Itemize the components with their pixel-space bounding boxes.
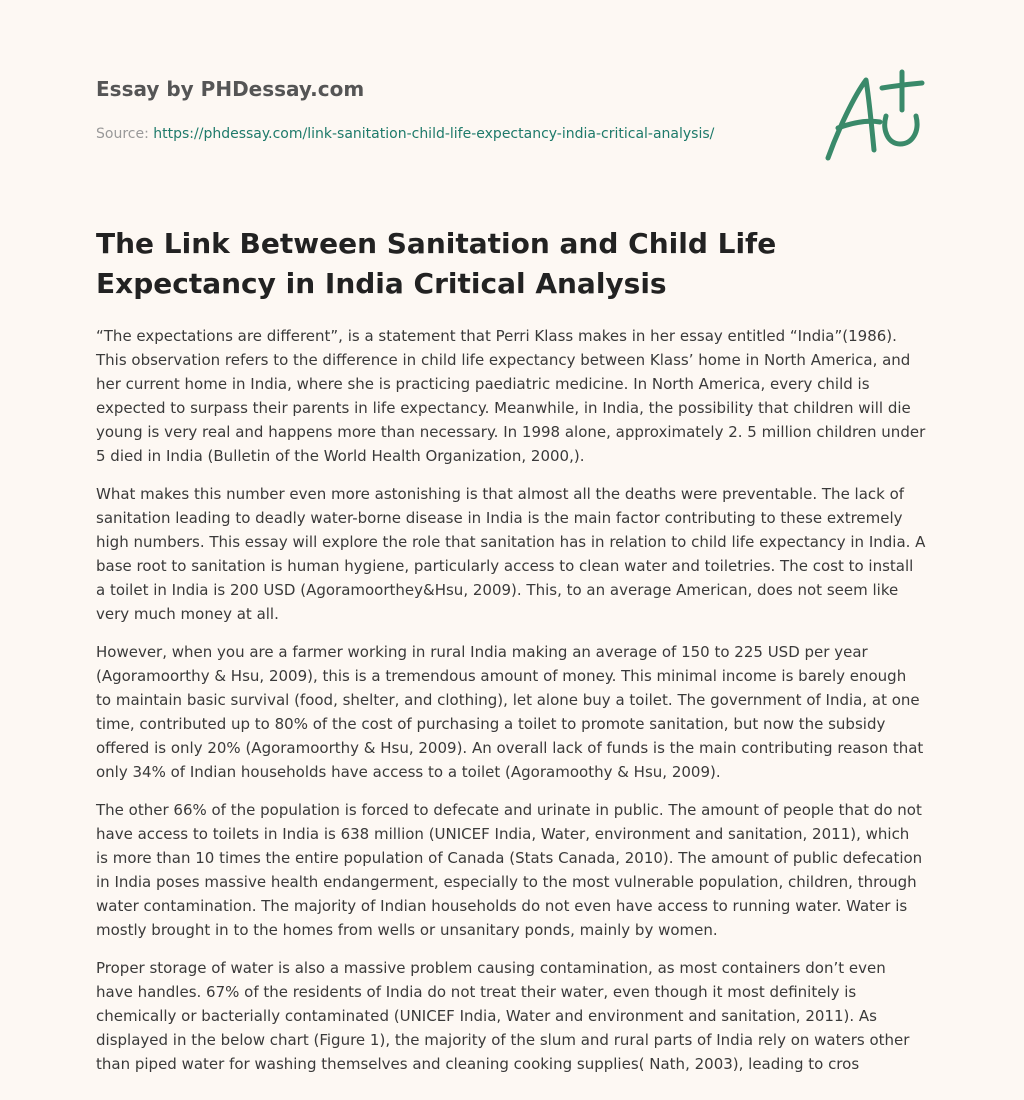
article-paragraph: What makes this number even more astonishing is that almost all the deaths were preventable. The lack of sanitation leading to deadly water-borne disease in India is the main factor contributing to these extremely high numbers. This essay will explore the role that sanitation has in relation to child life expectancy in India. A base root to sanitation is human hygiene, particularly access to clean water and toiletries. The cost to install a toilet in India is 200 USD (Agoramoorthey&Hsu, 2009). This, to an average American, does not seem like very much money at all. bbox=[96, 485, 926, 623]
source-link[interactable]: https://phdessay.com/link-sanitation-child-life-expectancy-india-critical-analysis/ bbox=[153, 126, 715, 142]
a-plus-logo bbox=[816, 64, 932, 168]
site-title: Essay by PHDessay.com bbox=[96, 77, 365, 101]
article-paragraph: Proper storage of water is also a massive problem causing contamination, as most containers don’t even have handles. 67% of the residents of India do not treat their water, even though it most definitely is chemically or bacterially contaminated (UNICEF India, Water and environment and sanitation, 2011). As displayed in the below chart (Figure 1), the majority of the slum and rural parts of India rely on waters other than piped water for washing themselves and cleaning cooking supplies( Nath, 2003), leading to cros bbox=[96, 959, 910, 1073]
source-line bbox=[96, 124, 796, 144]
article-paragraph: However, when you are a farmer working in rural India making an average of 150 to 225 USD per year (Agoramoorthy & Hsu, 2009), this is a tremendous amount of money. This minimal income is barely enough to maintain basic survival (food, shelter, and clothing), let alone buy a toilet. The government of India, at one time, contributed up to 80% of the cost of purchasing a toilet to promote sanitation, but now the subsidy offered is only 20% (Agoramoorthy & Hsu, 2009). An overall lack of funds is the main contributing reason that only 34% of Indian households have access to a toilet (Agoramoothy & Hsu, 2009). bbox=[96, 643, 924, 781]
article-paragraph: “The expectations are different”, is a statement that Perri Klass makes in her essay entitled “India”(1986). This observation refers to the difference in child life expectancy between Klass’ home in North America, and her current home in India, where she is practicing paediatric medicine. In North America, every child is expected to surpass their parents in life expectancy. Meanwhile, in India, the possibility that children will die young is very real and happens more than necessary. In 1998 alone, approximately 2. 5 million children under 5 died in India (Bulletin of the World Health Organization, 2000,). bbox=[96, 327, 926, 465]
source-label: Source: bbox=[96, 126, 154, 142]
page-header bbox=[96, 74, 796, 144]
article-body bbox=[96, 324, 926, 1090]
article-paragraph: The other 66% of the population is forced to defecate and urinate in public. The amount of people that do not have access to toilets in India is 638 million (UNICEF India, Water, environment and sanitation, 2011), which is more than 10 times the entire population of Canada (Stats Canada, 2010). The amount of public defecation in India poses massive health endangerment, especially to the most vulnerable population, children, through water contamination. The majority of Indian households do not even have access to running water. Water is mostly brought in to the homes from wells or unsanitary ponds, mainly by women. bbox=[96, 801, 923, 939]
article-title: The Link Between Sanitation and Child Life Expectancy in India Critical Analysis bbox=[96, 227, 777, 300]
